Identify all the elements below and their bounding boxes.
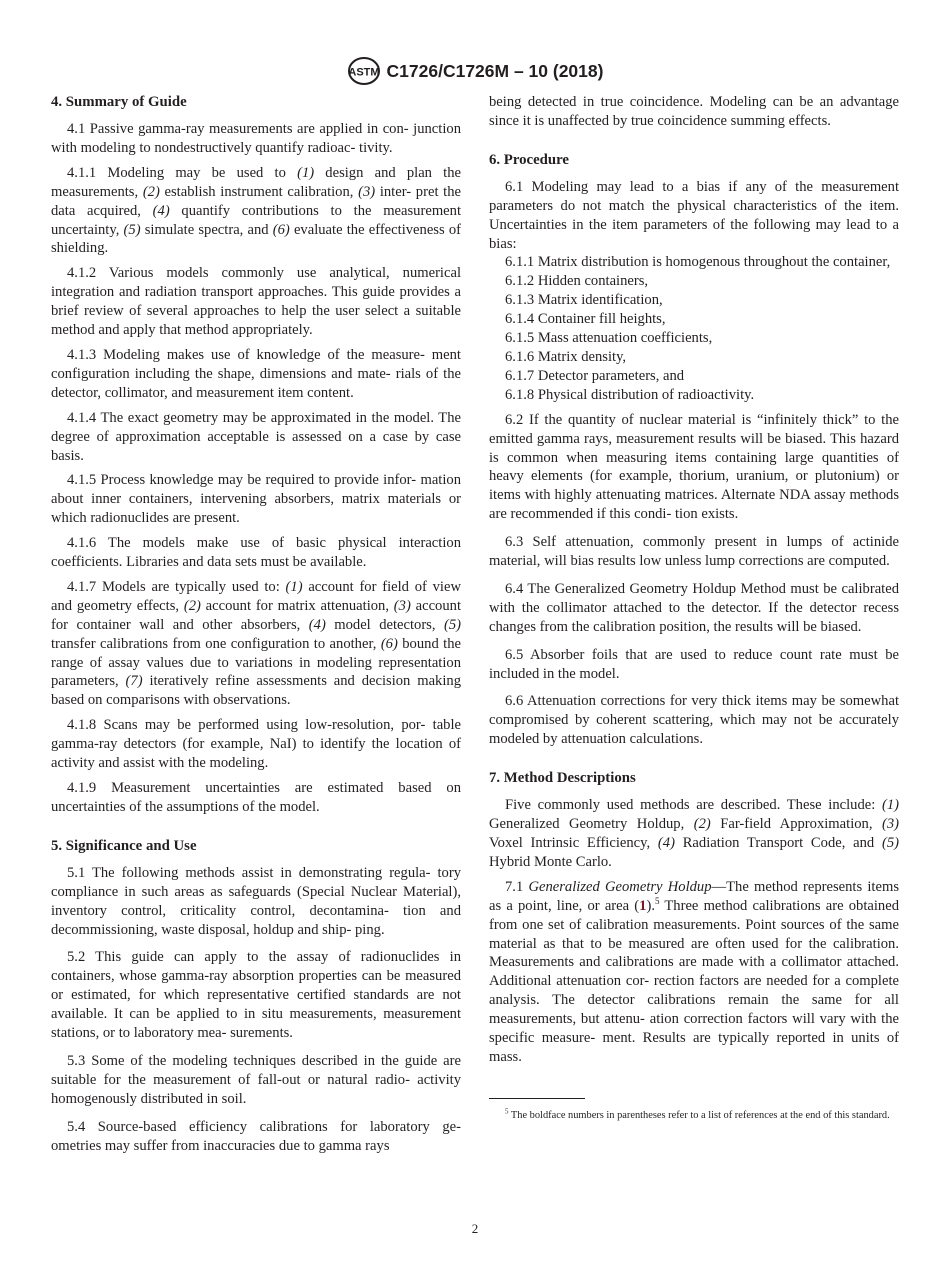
paragraph-4-1-1: 4.1.1 Modeling may be used to (1) design and plan the measurements, (2) establish instrument calibration, (3) inter- pret the data acquired, (4) quantify contributions to the measurement uncertainty, (5) simulate spectra, and (6) evaluate the effectiveness of shielding. [51, 164, 462, 257]
paragraph-4-1: 4.1 Passive gamma-ray measurements are applied in con- junction with modeling to nondestructively quantify radioac- tivity. [51, 121, 461, 156]
list-item-6-1-5: 6.1.5 Mass attenuation coefficients, [505, 330, 713, 347]
paragraph-4-1-2: 4.1.2 Various models commonly use analytical, numerical integration and radiation transport approaches. This guide provides a brief review of several approaches to help the user select a suitable method and apply that method appropriately. [51, 265, 461, 339]
paragraph-4-1-7: 4.1.7 Models are typically used to: (1) account for field of view and geometry effects, (2) account for matrix attenuation, (3) account for container wall and other absorbers, (4) model detectors, (5) transfer calibrations from one configuration to another, (6) bound the range of assay values due to variations in modeling representation parameters, (7) iteratively refine assessments and decision making based on comparisons with observations. [51, 578, 462, 709]
section-heading-significance: 5. Significance and Use [51, 837, 197, 854]
right-column [489, 93, 899, 1129]
paragraph-5-2: 5.2 This guide can apply to the assay of radionuclides in containers, whose gamma-ray absorption properties can be measured or estimated, for which representative certified standards are not available. It can be applied to in situ measurements, measurement stations, or to laboratory mea- surements. [51, 949, 461, 1042]
paragraph-4-1-6: 4.1.6 The models make use of basic physical interaction coefficients. Libraries and data sets must be available. [51, 535, 461, 571]
paragraph-5-4-continued: being detected in true coincidence. Modeling can be an advantage since it is unaffected by true coincidence summing effects. [489, 94, 899, 129]
page-number: 2 [471, 1221, 479, 1236]
section-heading-methods: 7. Method Descriptions [489, 770, 636, 787]
section-heading-summary: 4. Summary of Guide [51, 94, 187, 110]
footnote-divider [489, 1098, 585, 1099]
astm-logo [347, 56, 381, 86]
footnote-marker[interactable]: 5 [654, 895, 660, 906]
page-header [0, 56, 950, 86]
left-column [51, 93, 461, 1162]
astm-logo-text: ASTM [347, 66, 380, 79]
document-designation: C1726/C1726M – 10 (2018) [386, 60, 604, 81]
reference-link[interactable]: 1 [639, 897, 647, 914]
paragraph-7-1: 7.1 Generalized Geometry Holdup—The method represents items as a point, line, or area (1).$^5$ Three method calibrations are obtained from one set of calibration measurements. Point sources of the same material as that to be measured are often used for the calibration. Measurements and calibrations are made with a collimator attached. Additional attenuation cor- rection factors are needed for a complete analysis. The detector calibrations remain the same for all measurements, but attenu- ation correction factors will vary with the specific measure- ment. Results are typically reported in units of mass. [489, 878, 900, 1065]
paragraph-6-3: 6.3 Self attenuation, commonly present in lumps of actinide material, will bias results low unless lump corrections are computed. [489, 534, 899, 570]
paragraph-7-intro: Five commonly used methods are described. These include: (1) Generalized Geometry Holdup, (2) Far-field Approximation, (3) Voxel Intrinsic Efficiency, (4) Radiation Transport Code, and (5) Hybrid Monte Carlo. [489, 797, 899, 870]
paragraph-5-1: 5.1 The following methods assist in demonstrating regula- tory compliance in such areas as safeguards (Special Nuclear Material), inventory control, criticality control, decontamina- tion and decommissioning, waste disposal, holdup and ship- ping. [51, 864, 461, 938]
list-item-6-1-4: 6.1.4 Container fill heights, [505, 311, 666, 328]
list-item-6-1-7: 6.1.7 Detector parameters, and [505, 367, 685, 384]
paragraph-4-1-3: 4.1.3 Modeling makes use of knowledge of the measure- ment configuration including the shape, dimensions and mate- rials of the detector, collimator, and measurement item content. [51, 346, 461, 401]
paragraph-4-1-5: 4.1.5 Process knowledge may be required to provide infor- mation about inner containers, intervening absorbers, matrix materials or which radionuclides are present. [51, 472, 461, 527]
paragraph-4-1-9: 4.1.9 Measurement uncertainties are estimated based on uncertainties of the assumptions of the model. [51, 780, 461, 815]
paragraph-6-5: 6.5 Absorber foils that are used to reduce count rate must be included in the model. [489, 646, 899, 682]
paragraph-6-1: 6.1 Modeling may lead to a bias if any of the measurement parameters do not match the physical characteristics of the item. Uncertainties in the item parameters of the following may lead to a bias: [489, 178, 899, 252]
list-item-6-1-8: 6.1.8 Physical distribution of radioactivity. [505, 386, 755, 403]
paragraph-5-4: 5.4 Source-based efficiency calibrations for laboratory ge- ometries may suffer from inaccuracies due to gamma rays [51, 1118, 461, 1154]
list-item-6-1-6: 6.1.6 Matrix density, [505, 348, 627, 365]
paragraph-4-1-8: 4.1.8 Scans may be performed using low-resolution, por- table gamma-ray detectors (for example, NaI) to identify the location of activity and assist with the modeling. [51, 717, 461, 772]
paragraph-6-6: 6.6 Attenuation corrections for very thick items may be somewhat compromised by coherent scattering, which may not be accurately modeled by attenuation calculations. [489, 693, 899, 748]
paragraph-6-4: 6.4 The Generalized Geometry Holdup Method must be calibrated with the collimator attached to the detector. If the detector recess changes from the calibration position, the results will be biased. [489, 580, 899, 635]
paragraph-5-3: 5.3 Some of the modeling techniques described in the guide are suitable for the measurement of fall-out or natural radio- activity homogenously distributed in soil. [51, 1052, 461, 1107]
list-item-6-1-1: 6.1.1 Matrix distribution is homogenous throughout the container, [505, 254, 891, 271]
list-item-6-1-3: 6.1.3 Matrix identification, [505, 292, 663, 309]
section-heading-procedure: 6. Procedure [489, 151, 569, 168]
footnote: $^5$ The boldface numbers in parentheses refer to a list of references at the end of this standard. [505, 1107, 890, 1121]
paragraph-4-1-4: 4.1.4 The exact geometry may be approximated in the model. The degree of approximation acceptable is assessed on a case by case basis. [51, 409, 461, 464]
list-item-6-1-2: 6.1.2 Hidden containers, [505, 273, 649, 290]
paragraph-6-2: 6.2 If the quantity of nuclear material is “infinitely thick” to the emitted gamma rays, measurement results will be biased. This hazard is common when measuring items containing large quantities of heavy elements (for example, thorium, uranium, or plutonium) or items with highly attenuating matrices. Alternate NDA assay methods are recommended if this condi- tion exists. [489, 411, 899, 523]
